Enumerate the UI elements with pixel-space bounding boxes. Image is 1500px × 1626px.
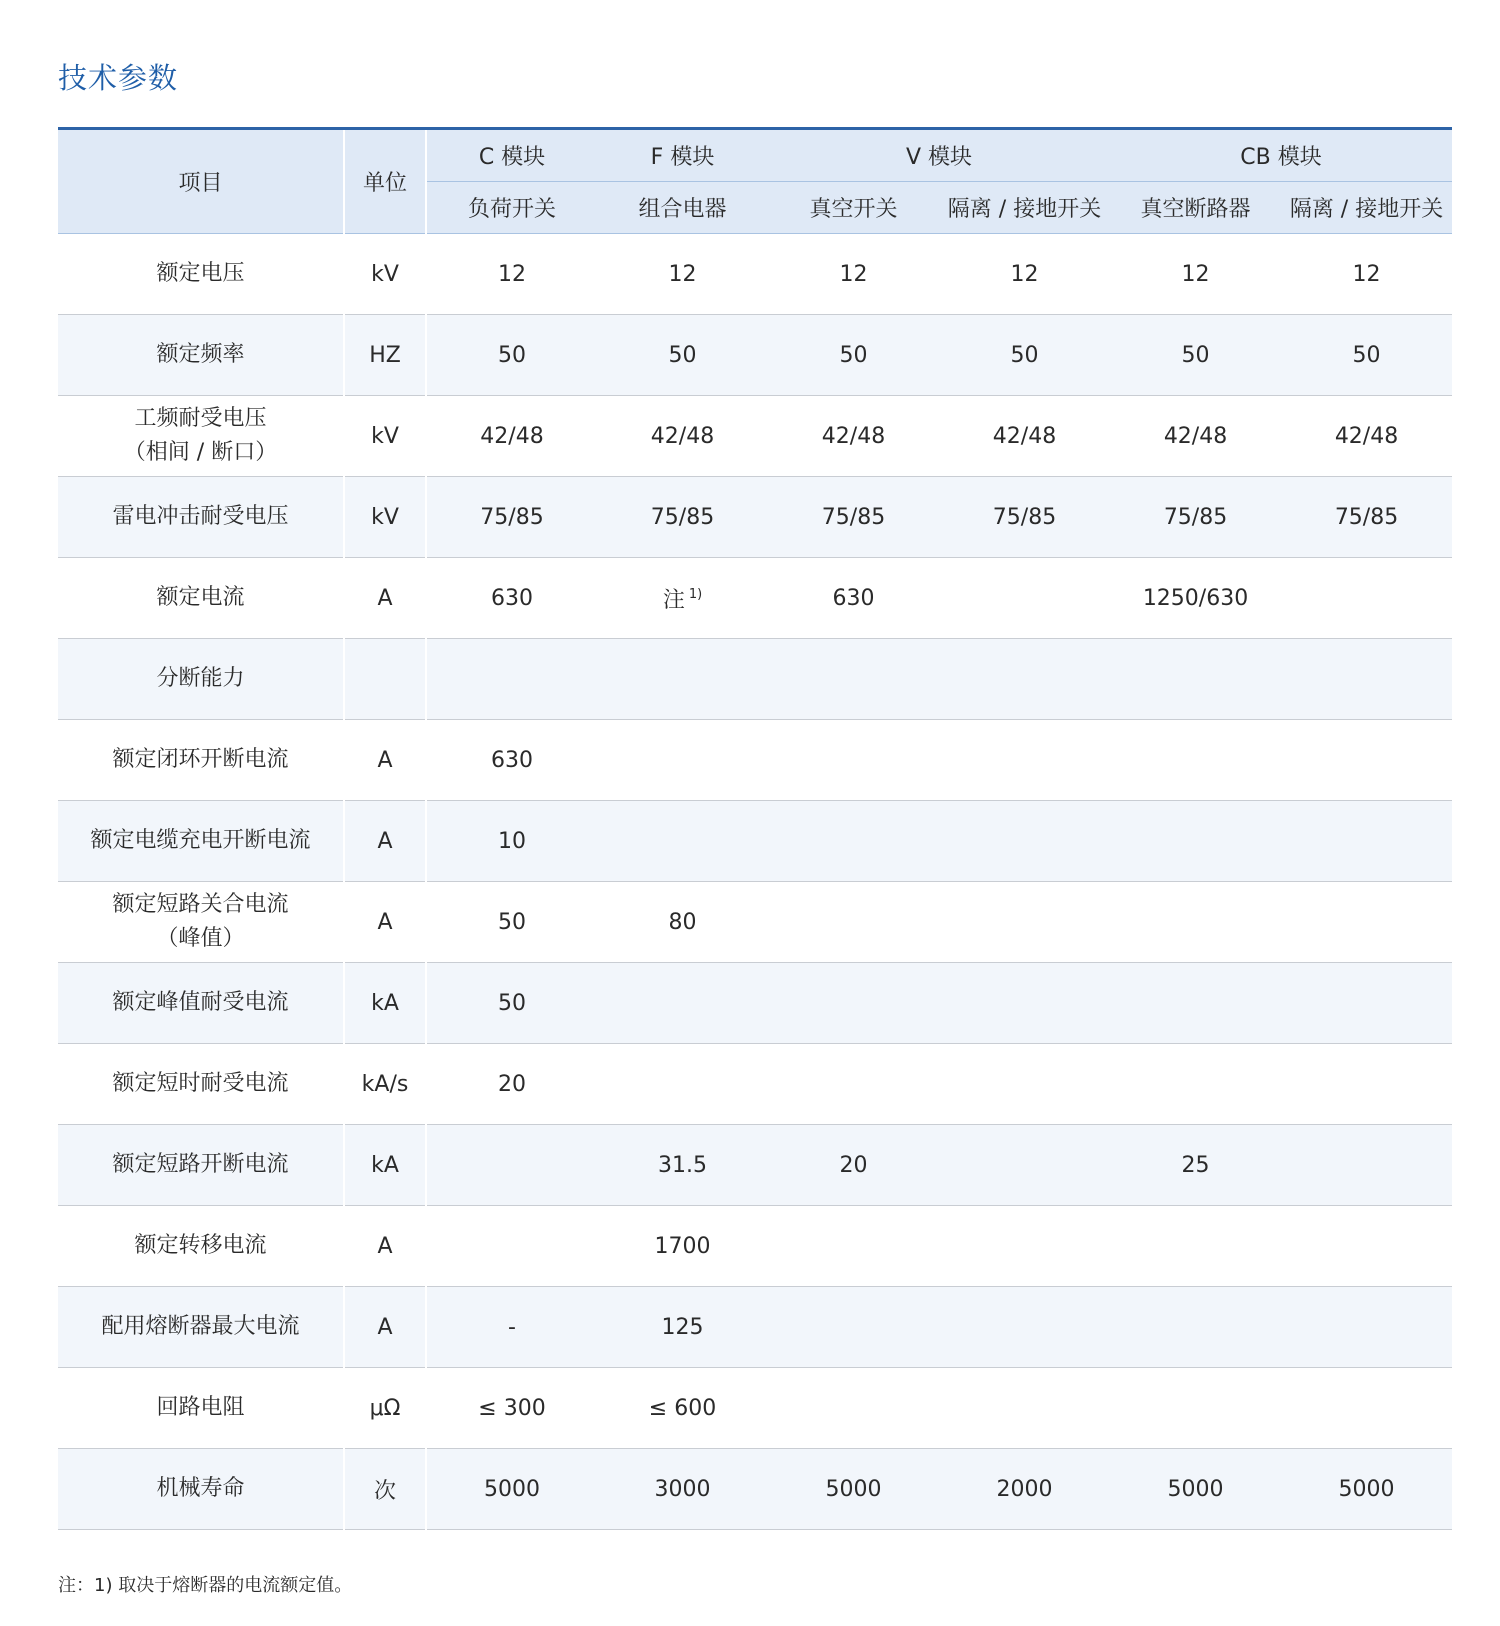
row-item-line: 额定频率 <box>156 342 245 367</box>
row-value: 12 <box>939 234 1110 315</box>
row-value: 12 <box>1110 234 1281 315</box>
row-unit: A <box>344 1206 426 1287</box>
row-value <box>1281 1206 1452 1287</box>
row-value: 5000 <box>768 1449 939 1530</box>
row-item <box>58 882 344 963</box>
header-group-cb: CB 模块 <box>1110 129 1452 182</box>
row-value <box>768 1206 939 1287</box>
table-row <box>58 1287 1452 1368</box>
table-row <box>58 1449 1452 1530</box>
row-value <box>939 558 1110 639</box>
row-value <box>939 639 1110 720</box>
row-unit: kA <box>344 1125 426 1206</box>
row-value <box>597 963 768 1044</box>
row-value: 75/85 <box>597 477 768 558</box>
row-value: 75/85 <box>768 477 939 558</box>
row-item-line: 额定转移电流 <box>134 1233 267 1258</box>
row-value <box>597 801 768 882</box>
tech-params-table <box>58 127 1452 1530</box>
table-row <box>58 720 1452 801</box>
row-value: 75/85 <box>426 477 597 558</box>
row-value <box>939 882 1110 963</box>
note-text: 注 <box>662 587 685 613</box>
header-unit: 单位 <box>344 129 426 234</box>
row-value <box>1110 963 1281 1044</box>
row-value <box>597 1044 768 1125</box>
table-row <box>58 801 1452 882</box>
row-value: 12 <box>426 234 597 315</box>
row-value <box>1281 1044 1452 1125</box>
table-row <box>58 396 1452 477</box>
header-sub: 负荷开关 <box>426 182 597 234</box>
row-item-line: 工频耐受电压 <box>134 406 267 431</box>
row-value <box>939 1287 1110 1368</box>
header-sub: 隔离 / 接地开关 <box>1281 182 1452 234</box>
row-item-line: 额定短路关合电流 <box>112 892 289 917</box>
row-value <box>768 1368 939 1449</box>
row-unit: 次 <box>344 1449 426 1530</box>
row-value: ≤ 300 <box>426 1368 597 1449</box>
table-header <box>58 129 1452 234</box>
row-value: 12 <box>1281 234 1452 315</box>
row-value: 50 <box>1281 315 1452 396</box>
row-value: 3000 <box>597 1449 768 1530</box>
row-item-line: 回路电阻 <box>156 1395 245 1420</box>
row-value <box>426 639 597 720</box>
row-value: 10 <box>426 801 597 882</box>
row-value <box>1281 963 1452 1044</box>
row-value: 630 <box>426 720 597 801</box>
row-value <box>768 1287 939 1368</box>
row-item <box>58 477 344 558</box>
row-unit: HZ <box>344 315 426 396</box>
row-value <box>1281 639 1452 720</box>
row-value: 75/85 <box>1281 477 1452 558</box>
row-item-line: 雷电冲击耐受电压 <box>112 504 289 529</box>
row-value: 42/48 <box>597 396 768 477</box>
row-item-line: 机械寿命 <box>156 1476 245 1501</box>
table-row <box>58 477 1452 558</box>
row-value <box>768 720 939 801</box>
row-item <box>58 1206 344 1287</box>
row-value: 75/85 <box>939 477 1110 558</box>
header-sub: 隔离 / 接地开关 <box>939 182 1110 234</box>
row-value <box>1281 720 1452 801</box>
table-row <box>58 234 1452 315</box>
row-value <box>1110 882 1281 963</box>
row-item-line: 额定短时耐受电流 <box>112 1071 289 1096</box>
row-value <box>768 963 939 1044</box>
row-value: 630 <box>768 558 939 639</box>
row-value: 50 <box>1110 315 1281 396</box>
row-value <box>939 1044 1110 1125</box>
row-unit: A <box>344 720 426 801</box>
row-item <box>58 1287 344 1368</box>
row-value: 1250/630 <box>1110 558 1281 639</box>
row-item <box>58 234 344 315</box>
row-unit: μΩ <box>344 1368 426 1449</box>
row-item-line: 额定闭环开断电流 <box>112 747 289 772</box>
row-value <box>597 639 768 720</box>
row-item <box>58 396 344 477</box>
row-value: 50 <box>426 882 597 963</box>
table-row <box>58 963 1452 1044</box>
row-value <box>1110 1287 1281 1368</box>
row-value <box>597 558 768 639</box>
row-value <box>1281 1125 1452 1206</box>
row-item-line: （峰值） <box>156 926 245 951</box>
row-value: 20 <box>768 1125 939 1206</box>
row-item-line: 额定电压 <box>156 261 245 286</box>
row-value: 31.5 <box>597 1125 768 1206</box>
row-value <box>939 720 1110 801</box>
row-item-line: （相间 / 断口） <box>123 440 278 465</box>
row-value <box>768 1044 939 1125</box>
row-value: 75/85 <box>1110 477 1281 558</box>
row-item <box>58 639 344 720</box>
header-group-c: C 模块 <box>426 129 597 182</box>
row-unit <box>344 639 426 720</box>
row-value <box>1281 1368 1452 1449</box>
section-title: 技术参数 <box>58 61 179 95</box>
row-item <box>58 558 344 639</box>
table-row <box>58 315 1452 396</box>
row-value <box>1281 558 1452 639</box>
row-value: 42/48 <box>1281 396 1452 477</box>
row-value: 50 <box>597 315 768 396</box>
row-value: 5000 <box>1281 1449 1452 1530</box>
row-item-line: 额定短路开断电流 <box>112 1152 289 1177</box>
row-value <box>1281 1287 1452 1368</box>
header-item: 项目 <box>58 129 344 234</box>
row-value: 50 <box>768 315 939 396</box>
row-item <box>58 801 344 882</box>
row-value: 42/48 <box>426 396 597 477</box>
row-value <box>1110 801 1281 882</box>
row-unit: kA <box>344 963 426 1044</box>
row-unit: kV <box>344 396 426 477</box>
row-value: 125 <box>597 1287 768 1368</box>
table-row <box>58 558 1452 639</box>
row-value <box>1281 801 1452 882</box>
row-value <box>768 882 939 963</box>
row-value: 5000 <box>426 1449 597 1530</box>
row-item <box>58 315 344 396</box>
row-value: 2000 <box>939 1449 1110 1530</box>
row-value: 25 <box>1110 1125 1281 1206</box>
footnote: 注：1) 取决于熔断器的电流额定值。 <box>58 1575 353 1596</box>
row-value: 42/48 <box>768 396 939 477</box>
row-value <box>426 1206 597 1287</box>
row-item <box>58 1449 344 1530</box>
row-item-line: 额定峰值耐受电流 <box>112 990 289 1015</box>
row-item-line: 额定电缆充电开断电流 <box>90 828 311 853</box>
header-sub: 真空断路器 <box>1110 182 1281 234</box>
row-value: ≤ 600 <box>597 1368 768 1449</box>
row-value <box>426 1125 597 1206</box>
row-value: 20 <box>426 1044 597 1125</box>
row-value: 42/48 <box>939 396 1110 477</box>
row-unit: kA/s <box>344 1044 426 1125</box>
row-value <box>939 1368 1110 1449</box>
row-unit: kV <box>344 234 426 315</box>
row-value: 5000 <box>1110 1449 1281 1530</box>
table-row <box>58 1125 1452 1206</box>
row-value: 12 <box>768 234 939 315</box>
header-group-v: V 模块 <box>768 129 1110 182</box>
row-item <box>58 963 344 1044</box>
row-value: 50 <box>426 963 597 1044</box>
row-unit: A <box>344 882 426 963</box>
row-value <box>768 801 939 882</box>
row-item <box>58 1368 344 1449</box>
row-value: 1700 <box>597 1206 768 1287</box>
row-value: 80 <box>597 882 768 963</box>
row-unit: A <box>344 1287 426 1368</box>
row-value <box>939 963 1110 1044</box>
table-row <box>58 1206 1452 1287</box>
row-value <box>939 801 1110 882</box>
row-value <box>1110 1044 1281 1125</box>
table-row <box>58 1044 1452 1125</box>
table-row <box>58 882 1452 963</box>
row-value: 42/48 <box>1110 396 1281 477</box>
row-value <box>1110 639 1281 720</box>
header-group-f: F 模块 <box>597 129 768 182</box>
row-item-line: 分断能力 <box>156 666 245 691</box>
table-row <box>58 1368 1452 1449</box>
row-value: 50 <box>939 315 1110 396</box>
row-unit: kV <box>344 477 426 558</box>
row-value <box>1281 882 1452 963</box>
header-sub: 真空开关 <box>768 182 939 234</box>
row-unit: A <box>344 558 426 639</box>
row-value <box>939 1125 1110 1206</box>
header-sub: 组合电器 <box>597 182 768 234</box>
row-value <box>1110 720 1281 801</box>
row-value: - <box>426 1287 597 1368</box>
row-value <box>768 639 939 720</box>
table-body <box>58 234 1452 1530</box>
note-mark: 1) <box>688 586 703 602</box>
row-value: 630 <box>426 558 597 639</box>
row-unit: A <box>344 801 426 882</box>
row-item-line: 配用熔断器最大电流 <box>101 1314 300 1339</box>
row-value <box>939 1206 1110 1287</box>
table-row <box>58 639 1452 720</box>
row-value: 50 <box>426 315 597 396</box>
row-item <box>58 1125 344 1206</box>
row-value <box>1110 1368 1281 1449</box>
row-value <box>1110 1206 1281 1287</box>
row-item <box>58 1044 344 1125</box>
row-item-line: 额定电流 <box>156 585 245 610</box>
row-value <box>597 720 768 801</box>
row-item <box>58 720 344 801</box>
row-value: 12 <box>597 234 768 315</box>
